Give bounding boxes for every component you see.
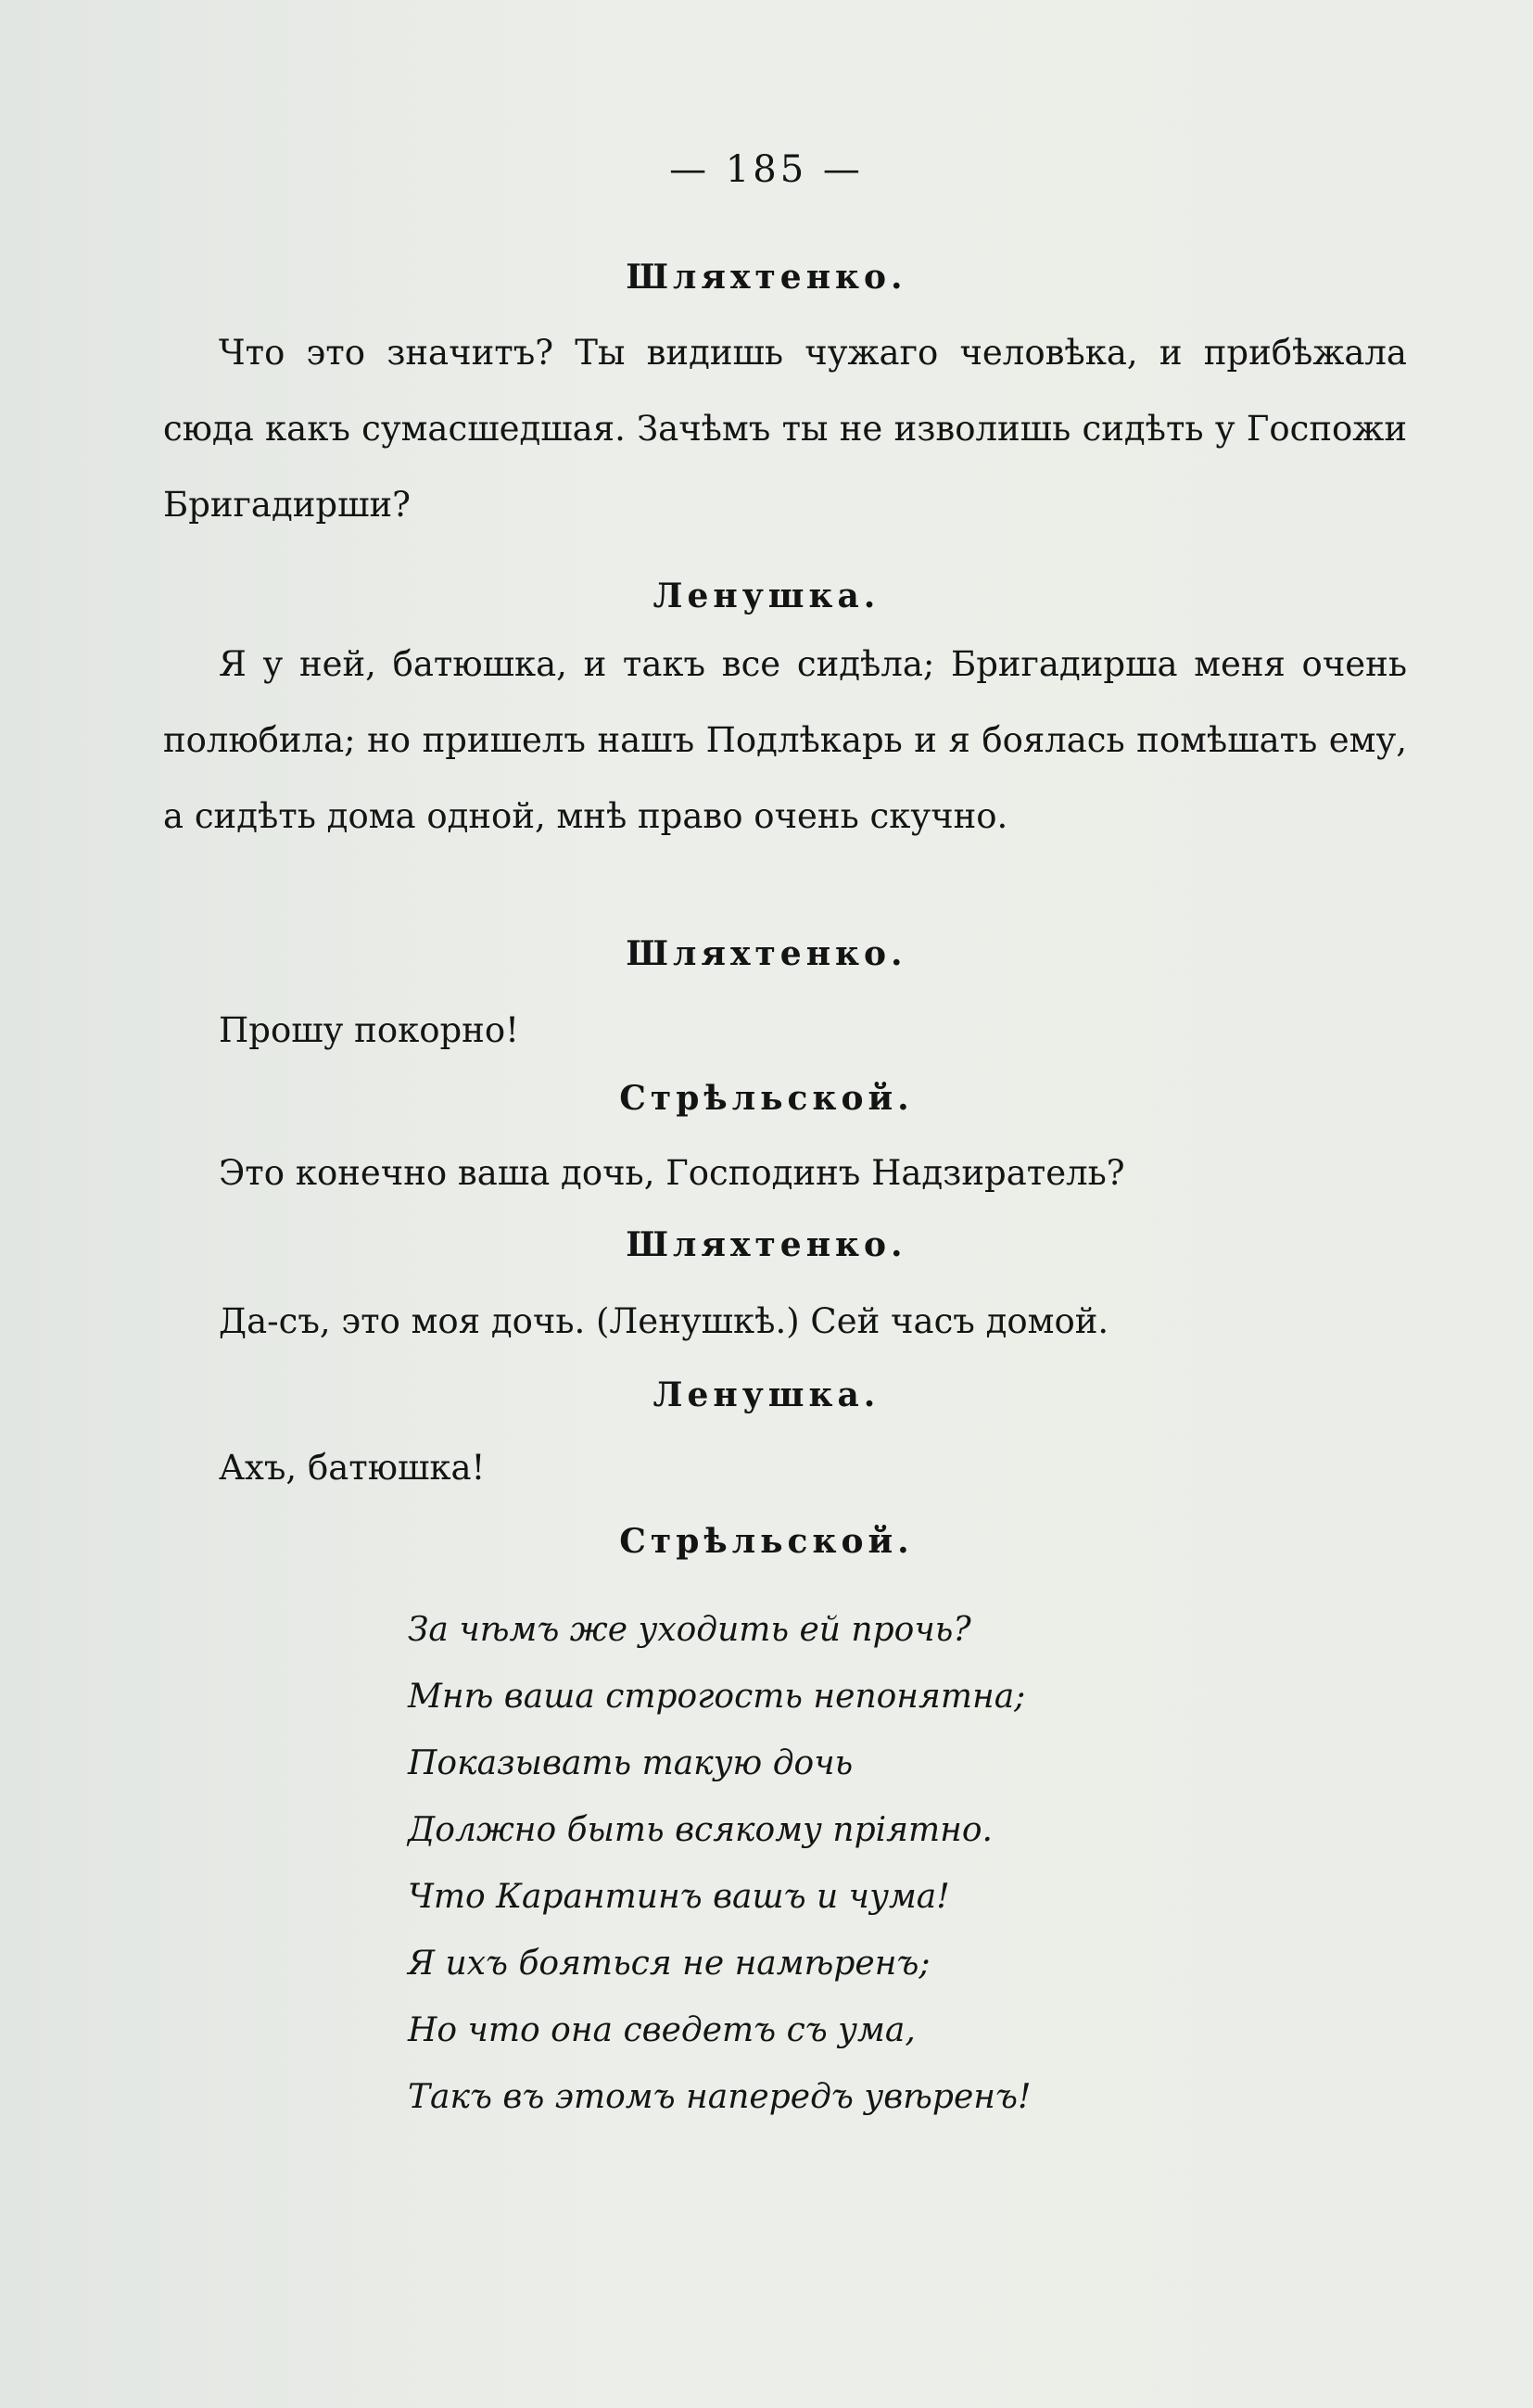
speech-text: Прошу покорно! xyxy=(219,1010,519,1050)
speaker-name: Ленушка. xyxy=(652,1375,881,1414)
speech-paragraph xyxy=(163,315,1407,543)
speaker-name: Шляхтенко. xyxy=(626,934,907,973)
verse-line: Показывать такую дочь xyxy=(408,1744,854,1782)
verse-line: Мнѣ ваша строгость непонятна; xyxy=(408,1678,1026,1716)
verse-line: Но что она сведетъ съ ума, xyxy=(408,2011,916,2049)
speech-paragraph xyxy=(163,627,1407,855)
verse-line: Я ихъ бояться не намѣренъ; xyxy=(408,1945,931,1983)
speaker-name: Ленушка. xyxy=(652,577,881,615)
verse-line: Что Карантинъ вашъ и чума! xyxy=(408,1878,950,1916)
speech-text: Я у ней, батюшка, и такъ все сидѣла; Бригадирша меня очень полюбила; но пришелъ нашъ Подлѣкарь и я боялась помѣшать ему, а сидѣть дома одной, мнѣ право очень скучно. xyxy=(163,644,1407,836)
verse-line: Такъ въ этомъ напередъ увѣренъ! xyxy=(408,2078,1032,2116)
speech-text: Ахъ, батюшка! xyxy=(219,1448,486,1488)
speech-text: Что это значитъ? Ты видишь чужаго человѣка, и прибѣжала сюда какъ сумасшедшая. Зачѣмъ ты не изволишь сидѣть у Госпожи Бригадирши? xyxy=(163,333,1407,525)
verse-line: Должно быть всякому пріятно. xyxy=(408,1811,993,1849)
speaker-name: Шляхтенко. xyxy=(626,1225,907,1264)
speaker-name: Шляхтенко. xyxy=(626,258,907,297)
speaker-name: Стрѣльской. xyxy=(619,1079,914,1118)
page-number: — 185 — xyxy=(669,148,864,191)
speech-text: Это конечно ваша дочь, Господинъ Надзиратель? xyxy=(219,1153,1125,1193)
speaker-name: Стрѣльской. xyxy=(619,1522,914,1561)
verse-line: За чѣмъ же уходить ей прочь? xyxy=(408,1611,971,1649)
speech-text: Да-съ, это моя дочь. (Ленушкѣ.) Сей часъ домой. xyxy=(219,1301,1109,1341)
